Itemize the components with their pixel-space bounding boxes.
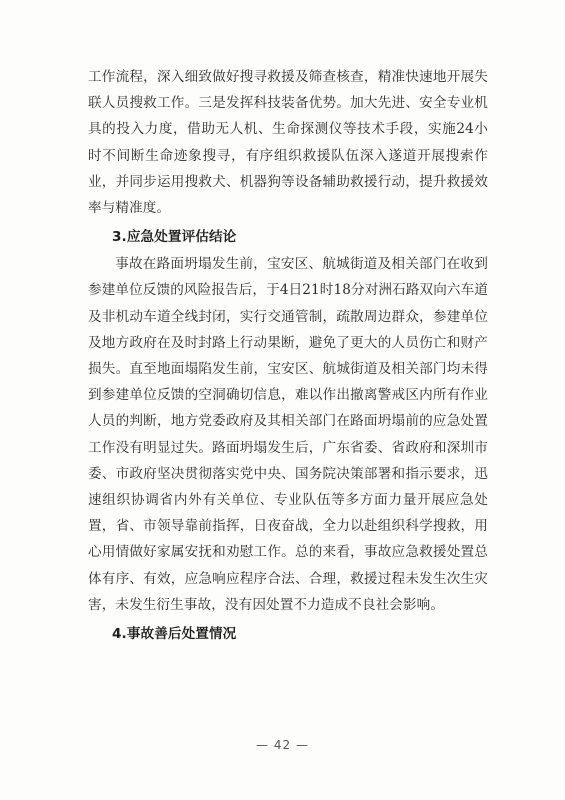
page-number: — 42 —: [256, 738, 309, 752]
section-3-heading: 3.应急处置评估结论: [112, 229, 237, 246]
section-4-heading: 4.事故善后处置情况: [112, 626, 237, 643]
document-body: [88, 64, 488, 648]
section-3-paragraph: 事故在路面坍塌发生前，宝安区、航城街道及相关部门在收到参建单位反馈的风险报告后，于4日21时18分对洲石路双向六车道及非机动车道全线封闭，实行交通管制，疏散周边群众，参建单位及地方政府在及时封路上行动果断，避免了更大的人员伤亡和财产损失。直至地面塌陷发生前，宝安区、航城街道及相关部门均未得到参建单位反馈的空洞确切信息，难以作出撤离警戒区内所有作业人员的判断，地方党委政府及其相关部门在路面坍塌前的应急处置工作没有明显过失。路面坍塌发生后，广东省委、省政府和深圳市委、市政府坚决贯彻落实党中央、国务院决策部署和指示要求，迅速组织协调省内外有关单位、专业队伍等多方面力量开展应急处置，省、市领导靠前指挥，日夜奋战，全力以赴组织科学搜救，用心用情做好家属安抚和劝慰工作。总的来看，事故应急救援处置总体有序、有效，应急响应程序合法、合理，救援过程未发生次生灾害，未发生衍生事故，没有因处置不力造成不良社会影响。: [88, 256, 488, 613]
intro-paragraph: 工作流程，深入细致做好搜寻救援及筛查核查，精准快速地开展失联人员搜救工作。三是发挥科技装备优势。加大先进、安全专业机具的投入力度，借助无人机、生命探测仪等技术手段，实施24小时不间断生命迹象搜寻，有序组织救援队伍深入遂道开展搜索作业，并同步运用搜救犬、机器狗等设备辅助救援行动，提升救援效率与精准度。: [88, 69, 488, 217]
